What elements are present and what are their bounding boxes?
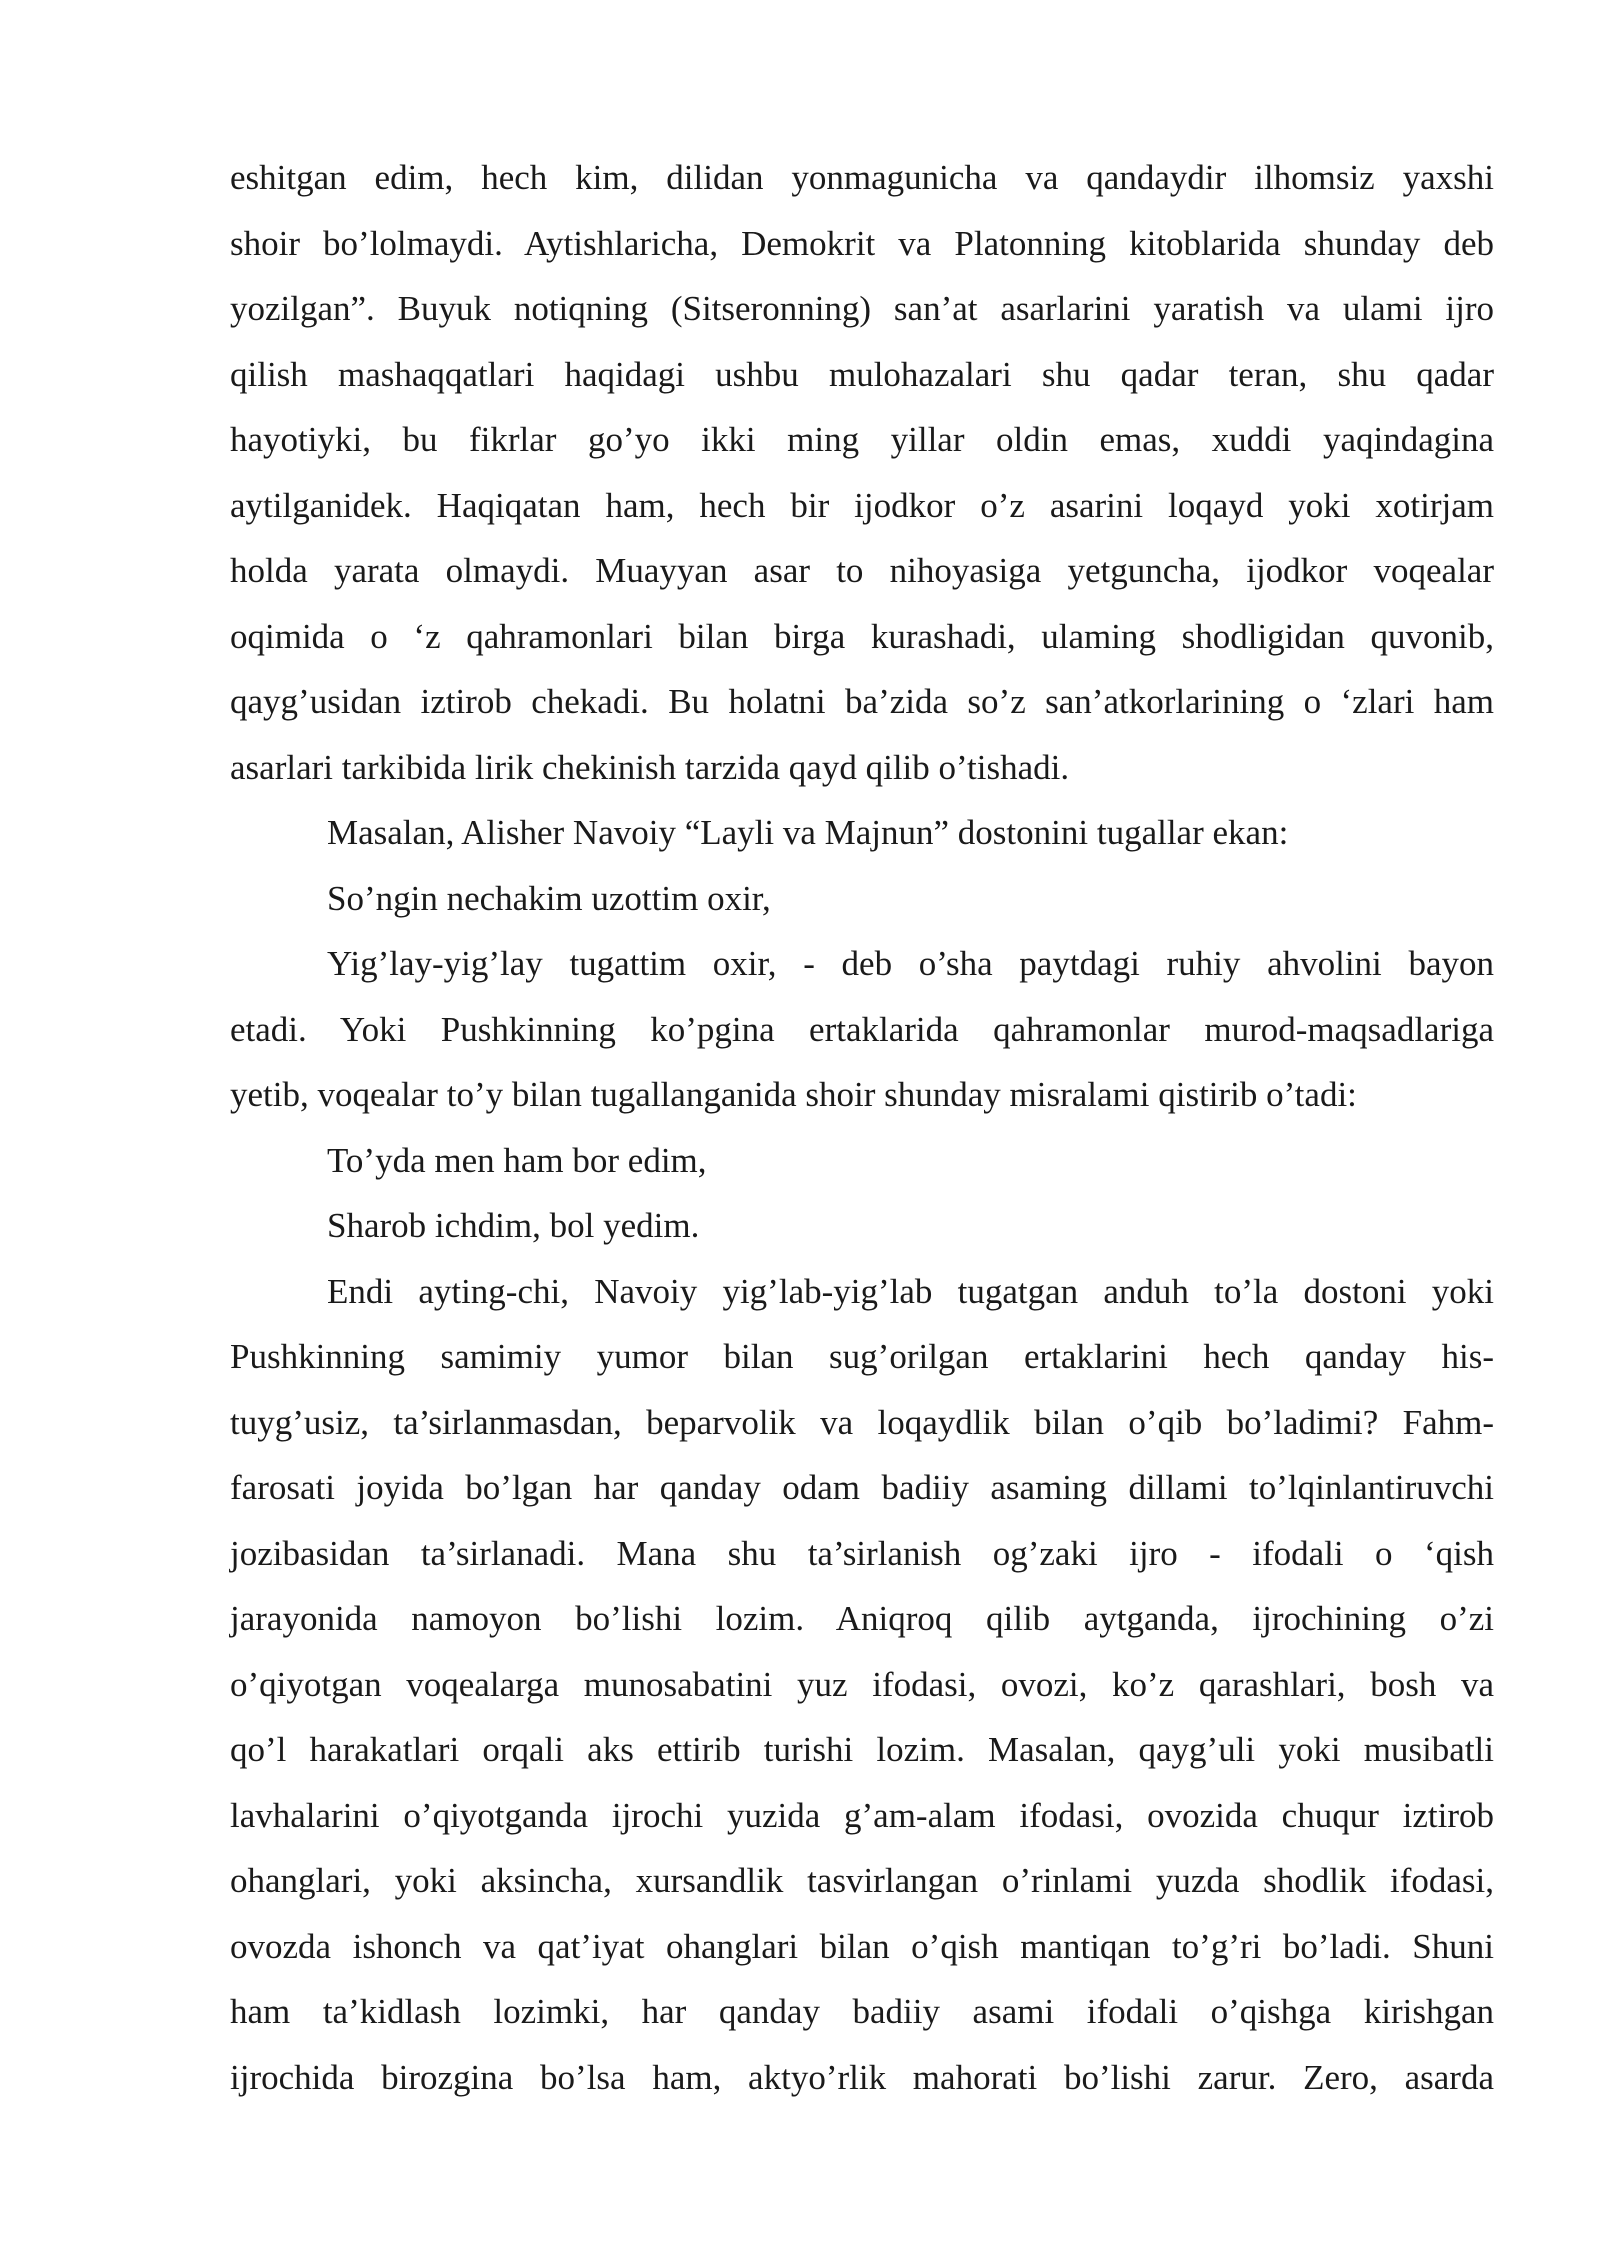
- text-line: ham ta’kidlash lozimki, har qanday badiiy asami ifodali o’qishga kirishgan: [230, 1992, 1494, 2031]
- text-line: ovozda ishonch va qat’iyat ohanglari bilan o’qish mantiqan to’g’ri bo’ladi. Shuni: [230, 1926, 1494, 1966]
- text-line: qo’l harakatlari orqali aks ettirib turishi lozim. Masalan, qayg’uli yoki musibatli: [230, 1730, 1494, 1769]
- text-line: jozibasidan ta’sirlanadi. Mana shu ta’sirlanish og’zaki ijro - ifodali o ‘qish: [230, 1533, 1494, 1573]
- verse-line: Sharob ichdim, bol yedim.: [327, 1206, 700, 1245]
- verse-line: To’yda men ham bor edim,: [327, 1140, 707, 1180]
- text-line: jarayonida namoyon bo’lishi lozim. Aniqroq qilib aytganda, ijrochining o’zi: [230, 1599, 1494, 1638]
- text-line: oqimida o ‘z qahramonlari bilan birga kurashadi, ulaming shodligidan quvonib,: [230, 616, 1494, 656]
- text-line: yetib, voqealar to’y bilan tugallanganida shoir shunday misralami qistirib o’tadi:: [230, 1075, 1357, 1114]
- text-line: Endi ayting-chi, Navoiy yig’lab-yig’lab tugatgan anduh to’la dostoni yoki: [327, 1271, 1494, 1311]
- text-line: shoir bo’lolmaydi. Aytishlaricha, Demokrit va Platonning kitoblarida shunday deb: [230, 223, 1494, 263]
- text-line: holda yarata olmaydi. Muayyan asar to nihoyasiga yetguncha, ijodkor voqealar: [230, 551, 1494, 590]
- text-line: etadi. Yoki Pushkinning ko’pgina ertaklarida qahramonlar murod-maqsadlariga: [230, 1009, 1494, 1049]
- text-line: Pushkinning samimiy yumor bilan sug’orilgan ertaklarini hech qanday his-: [230, 1337, 1494, 1376]
- text-line: aytilganidek. Haqiqatan ham, hech bir ijodkor o’z asarini loqayd yoki xotirjam: [230, 485, 1494, 525]
- text-line: yozilgan”. Buyuk notiqning (Sitseronning) san’at asarlarini yaratish va ulami ijro: [230, 289, 1494, 328]
- text-line: qayg’usidan iztirob chekadi. Bu holatni ba’zida so’z san’atkorlarining o ‘zlari ham: [230, 682, 1494, 721]
- text-line: hayotiyki, bu fikrlar go’yo ikki ming yillar oldin emas, xuddi yaqindagina: [230, 420, 1494, 459]
- text-line: o’qiyotgan voqealarga munosabatini yuz ifodasi, ovozi, ko’z qarashlari, bosh va: [230, 1664, 1494, 1704]
- text-line: tuyg’usiz, ta’sirlanmasdan, beparvolik va loqaydlik bilan o’qib bo’ladimi? Fahm-: [230, 1402, 1494, 1442]
- document-page: [230, 145, 1494, 2110]
- text-line: farosati joyida bo’lgan har qanday odam badiiy asaming dillami to’lqinlantiruvchi: [230, 1468, 1494, 1507]
- verse-line: So’ngin nechakim uzottim oxir,: [327, 878, 771, 918]
- verse-line: Yig’lay-yig’lay tugattim oxir, - deb o’sha paytdagi ruhiy ahvolini bayon: [327, 944, 1494, 983]
- text-line: ohanglari, yoki aksincha, xursandlik tasvirlangan o’rinlami yuzda shodlik ifodasi,: [230, 1861, 1494, 1900]
- text-line: asarlari tarkibida lirik chekinish tarzida qayd qilib o’tishadi.: [230, 747, 1070, 787]
- text-line: lavhalarini o’qiyotganda ijrochi yuzida g’am-alam ifodasi, ovozida chuqur iztirob: [230, 1795, 1494, 1835]
- text-line: eshitgan edim, hech kim, dilidan yonmagunicha va qandaydir ilhomsiz yaxshi: [230, 158, 1494, 197]
- text-line: ijrochida birozgina bo’lsa ham, aktyo’rlik mahorati bo’lishi zarur. Zero, asarda: [230, 2057, 1494, 2097]
- text-line: qilish mashaqqatlari haqidagi ushbu mulohazalari shu qadar teran, shu qadar: [230, 354, 1494, 394]
- text-line: Masalan, Alisher Navoiy “Layli va Majnun” dostonini tugallar ekan:: [327, 813, 1289, 852]
